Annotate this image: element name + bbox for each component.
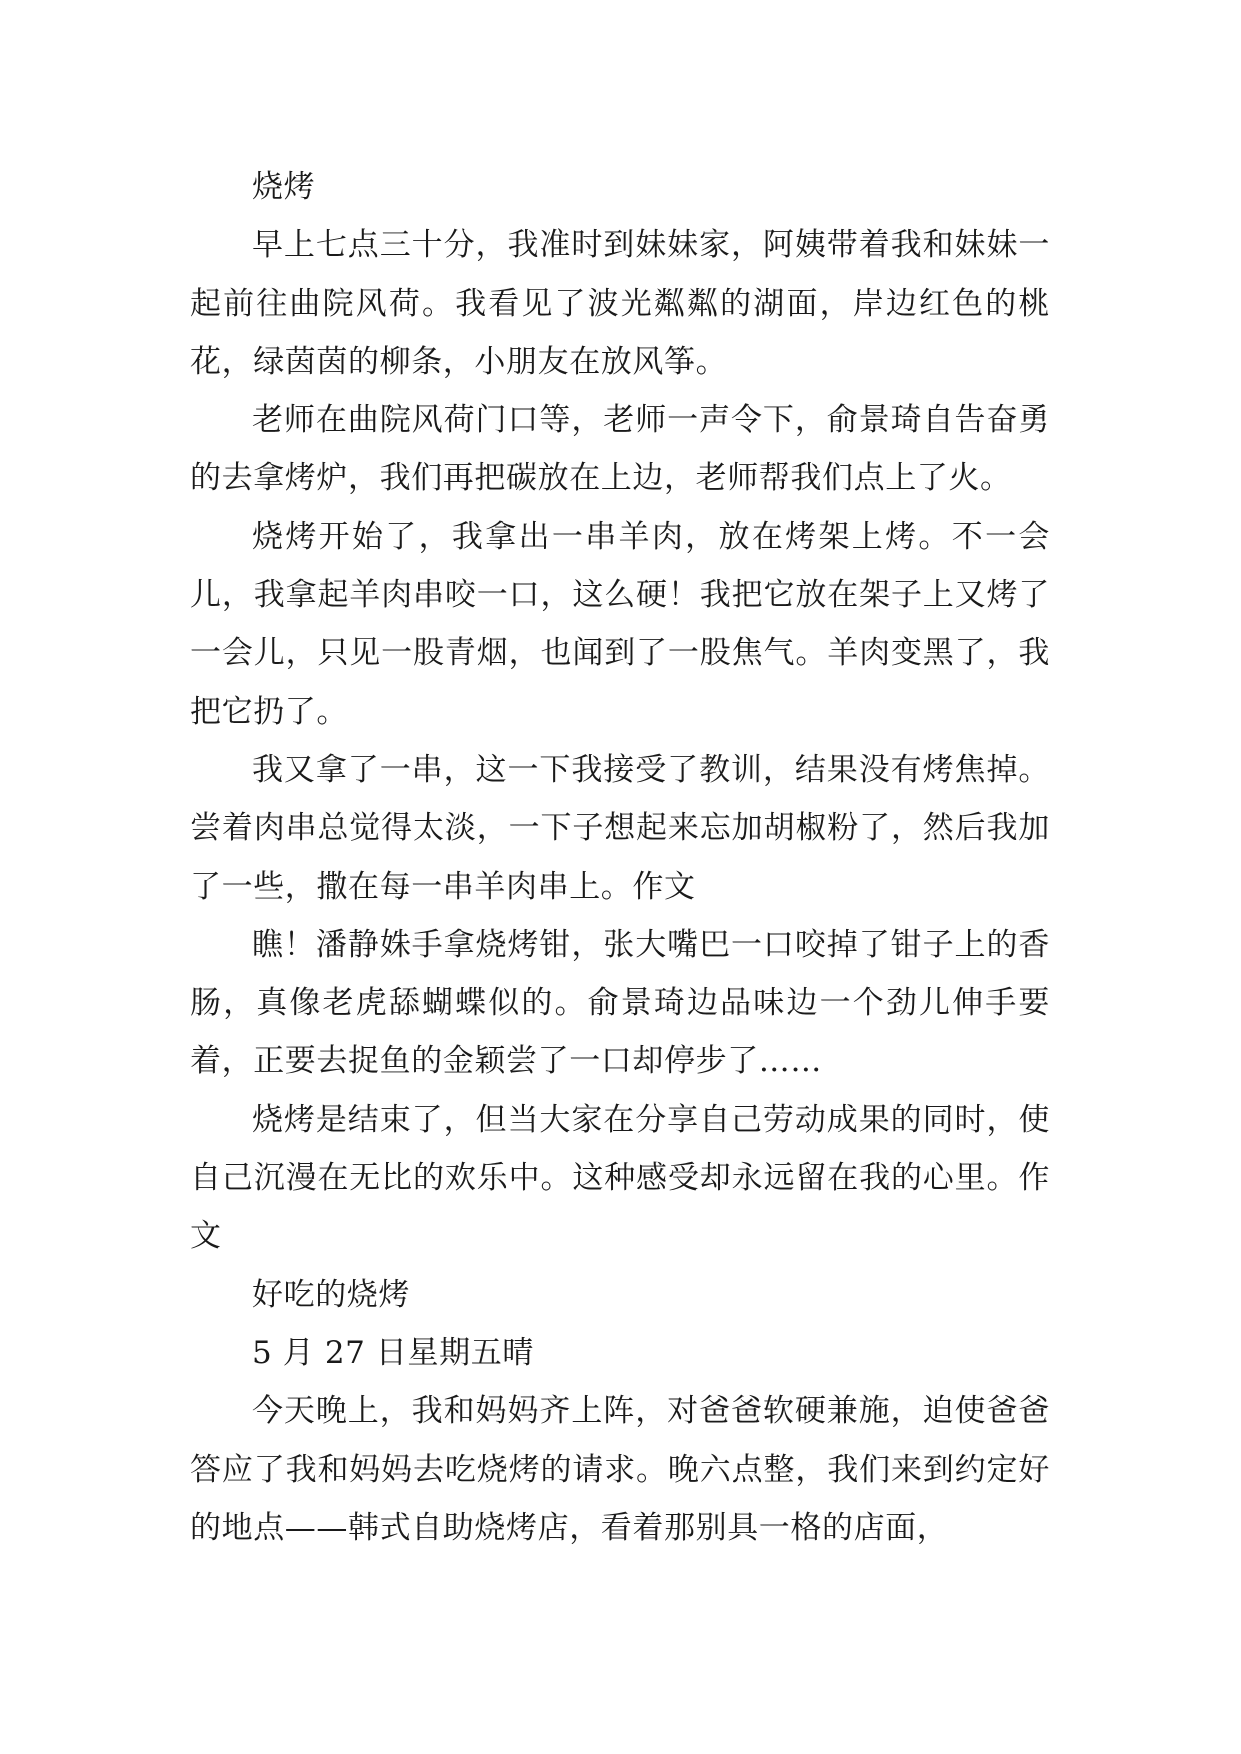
essay-title: 烧烤 <box>252 169 316 205</box>
document-body <box>190 158 1050 1557</box>
paragraph-intro: 早上七点三十分，我准时到妹妹家，阿姨带着我和妹妹一起前往曲院风荷。我看见了波光粼粼的湖面，岸边红色的桃花，绿茵茵的柳条，小朋友在放风筝。 <box>190 227 1050 380</box>
paragraph-bbq-start: 烧烤开始了，我拿出一串羊肉，放在烤架上烤。不一会儿，我拿起羊肉串咬一口，这么硬！我把它放在架子上又烤了一会儿，只见一股青烟，也闻到了一股焦气。羊肉变黑了，我把它扔了。 <box>190 518 1050 730</box>
paragraph-second-skewer: 我又拿了一串，这一下我接受了教训，结果没有烤焦掉。尝着肉串总觉得太淡，一下子想起来忘加胡椒粉了，然后我加了一些，撒在每一串羊肉串上。作文 <box>190 751 1050 905</box>
paragraph-conclusion: 烧烤是结束了，但当大家在分享自己劳动成果的同时，使自己沉漫在无比的欢乐中。这种感受却永远留在我的心里。作文 <box>190 1101 1050 1255</box>
diary-date-line: 5 月 27 日星期五晴 <box>252 1334 534 1371</box>
paragraph-friends: 瞧！潘静姝手拿烧烤钳，张大嘴巴一口咬掉了钳子上的香肠，真像老虎舔蝴蝶似的。俞景琦边品味边一个劲儿伸手要着，正要去捉鱼的金颖尝了一口却停步了…… <box>190 926 1050 1080</box>
paragraph-teacher: 老师在曲院风荷门口等，老师一声令下，俞景琦自告奋勇的去拿烤炉，我们再把碳放在上边，老师帮我们点上了火。 <box>190 402 1050 497</box>
second-essay-title: 好吃的烧烤 <box>252 1276 410 1313</box>
paragraph-evening: 今天晚上，我和妈妈齐上阵，对爸爸软硬兼施，迫使爸爸答应了我和妈妈去吃烧烤的请求。晚六点整，我们来到约定好的地点——韩式自助烧烤店，看着那别具一格的店面， <box>190 1393 1050 1546</box>
